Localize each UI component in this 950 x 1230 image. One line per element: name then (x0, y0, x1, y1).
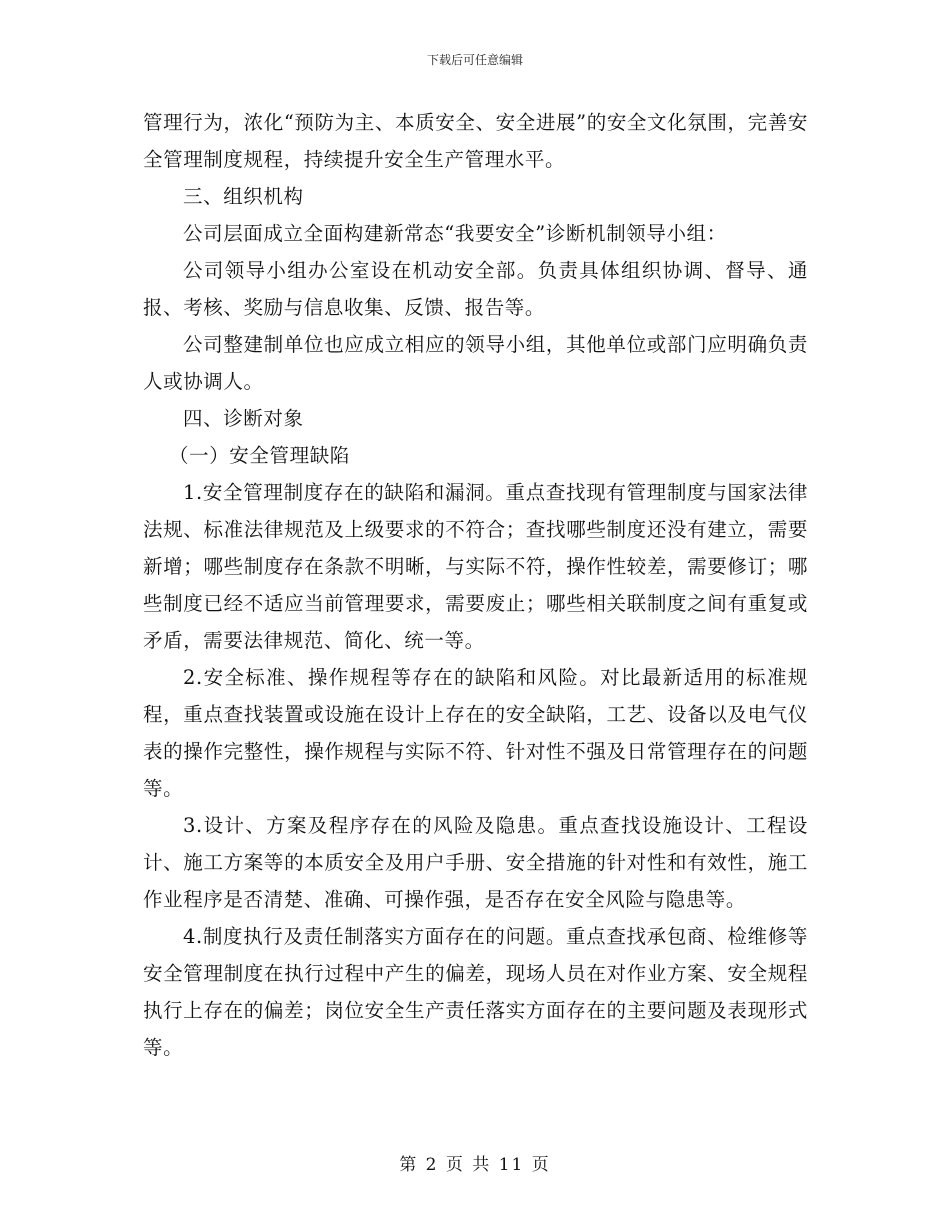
subsection-heading-management-defects: （一）安全管理缺陷 (169, 444, 350, 467)
list-item-3: 3.设计、方案及程序存在的风险及隐患。重点查找设施设计、工程设计、施工方案等的本质安全及用户手册、安全措施的针对性和有效性，施工作业程序是否清楚、准确、可操作强，是否存在安全风险与隐患等。 (143, 814, 808, 911)
page-header: 下载后可任意编辑 (426, 53, 523, 67)
section-heading-organization: 三、组织机构 (183, 185, 304, 208)
paragraph-office: 公司领导小组办公室设在机动安全部。负责具体组织协调、督导、通报、考核、奖励与信息收集、反馈、报告等。 (143, 259, 808, 319)
list-item-4: 4.制度执行及责任制落实方面存在的问题。重点查找承包商、检维修等安全管理制度在执行过程中产生的偏差，现场人员在对作业方案、安全规程执行上存在的偏差；岗位安全生产责任落实方面存在的主要问题及表现形式等。 (143, 925, 808, 1059)
page-number: 第 2 页 共 11 页 (399, 1155, 551, 1175)
list-item-1: 1.安全管理制度存在的缺陷和漏洞。重点查找现有管理制度与国家法律法规、标准法律规范及上级要求的不符合；查找哪些制度还没有建立，需要新增；哪些制度存在条款不明晰，与实际不符，操作性较差，需要修订；哪些制度已经不适应当前管理要求，需要废止；哪些相关联制度之间有重复或矛盾，需要法律规范、简化、统一等。 (143, 481, 808, 652)
list-item-2: 2.安全标准、操作规程等存在的缺陷和风险。对比最新适用的标准规程，重点查找装置或设施在设计上存在的安全缺陷，工艺、设备以及电气仪表的操作完整性，操作规程与实际不符、针对性不强及日常管理存在的问题等。 (143, 666, 808, 800)
paragraph-continuation: 管理行为，浓化“预防为主、本质安全、安全进展”的安全文化氛围，完善安全管理制度规程，持续提升安全生产管理水平。 (143, 111, 808, 171)
paragraph-units: 公司整建制单位也应成立相应的领导小组，其他单位或部门应明确负责人或协调人。 (143, 333, 808, 393)
section-heading-diagnosis-objects: 四、诊断对象 (183, 407, 304, 430)
paragraph-leadership-group: 公司层面成立全面构建新常态“我要安全”诊断机制领导小组： (183, 222, 727, 245)
document-body (143, 104, 808, 1066)
